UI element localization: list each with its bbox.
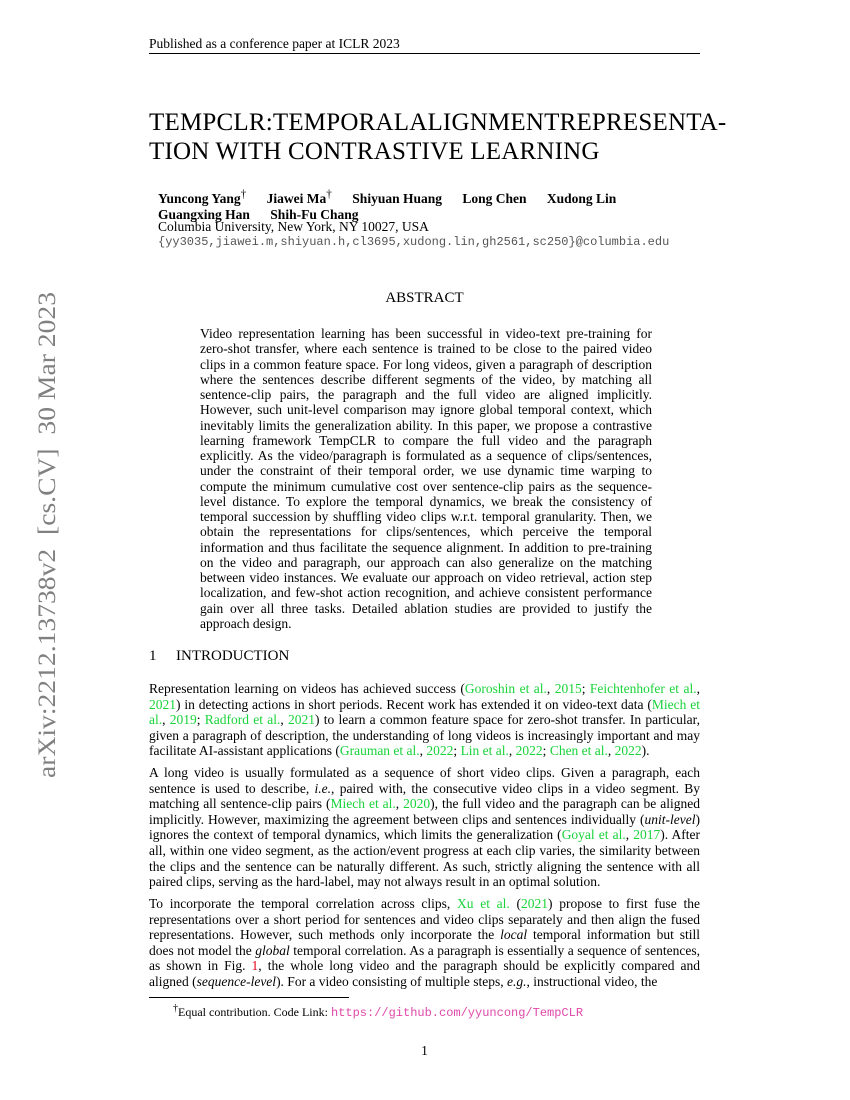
citation-link[interactable]: 2019 [169,712,197,728]
body-text: ). For a video consisting of multiple steps, [276,973,508,989]
author-name: Jiawei Ma [266,190,327,206]
emphasis-text: global [255,942,290,958]
author-row-1 [158,186,718,207]
intro-paragraph-3 [149,896,700,990]
body-text: ) propose to first fuse the representations over a short period for sentences and video clips separately and then align the fused representations. However, such methods only incorporate the [149,896,700,943]
paper-title [149,108,727,166]
body-text: ) ignores the context of temporal dynamics, which limits the generalization ( [149,811,700,843]
body-text: , [280,712,288,728]
body-text: temporal correlation. As a paragraph is essentially a sequence of sentences, as shown in Fig. [149,942,701,974]
citation-link[interactable]: Radford et al. [204,712,281,728]
title-word: TEMPCLR: [149,109,273,136]
body-text: , paired with, the consecutive video clips in a video segment. By matching all sentence-clip pairs ( [149,780,701,812]
section-title: INTRODUCTION [176,648,290,664]
body-text: ). [641,743,650,759]
author-emails: {yy3035,jiawei.m,shiyuan.h,cl3695,xudong.lin,gh2561,sc250}@columbia.edu [158,235,670,249]
equal-contribution-mark: † [240,188,247,200]
abstract-heading: ABSTRACT [385,290,464,306]
body-text: ; [196,712,205,728]
body-text: , [546,681,555,696]
intro-paragraph-1 [149,681,700,759]
emphasis-text: i.e. [314,780,332,796]
citation-link[interactable]: Xu et al. [457,896,510,911]
body-text: ; [581,681,590,696]
body-text: , [508,743,516,759]
body-text: Representation learning on videos has achieved success ( [149,681,465,696]
citation-link[interactable]: 2022 [426,743,454,759]
body-text: , instructional video, the [526,973,658,989]
citation-link[interactable]: 2017 [633,827,661,843]
emphasis-text: sequence-level [196,973,277,989]
arxiv-stamp-text: arXiv:2212.13738v2 [cs.CV] 30 Mar 2023 [32,328,61,778]
title-line-2: TION WITH CONTRASTIVE LEARNING [149,138,600,165]
citation-link[interactable]: Goroshin et al. [464,681,547,696]
citation-link[interactable]: 2021 [521,896,548,911]
emphasis-text: e.g. [507,973,527,989]
author-name: Shih-Fu Chang [270,206,359,222]
body-text: , [162,712,170,728]
body-text: , the whole long video and the paragraph should be explicitly compared and aligned ( [149,958,700,989]
equal-contribution-mark: † [326,188,332,200]
body-text: A long video is usually formulated as a sequence of short video clips. Given a paragraph, each sentence is used to describe, [149,765,700,796]
section-heading-introduction [149,648,289,664]
citation-link[interactable]: 2021 [149,696,176,712]
body-text: ) to learn a common feature space for zero-shot transfer. In particular, given a paragraph of description, the understanding of long videos is increasingly important and may facilitate AI-assistant applications ( [149,712,700,759]
body-text: temporal information but still does not model the [149,927,700,958]
body-text: ( [509,896,521,911]
title-line-1 [149,108,727,137]
running-header: Published as a conference paper at ICLR 2023 [149,36,700,54]
citation-link[interactable]: Feichtenhofer et al. [589,681,697,696]
title-word: REPRESENTA- [559,109,727,136]
title-word: TEMPORAL [272,109,410,136]
footnote-text: Equal contribution. Code Link: [178,1005,331,1019]
body-text: ; [542,743,550,759]
affiliation: Columbia University, New York, NY 10027, USA [158,219,429,234]
body-text: , [696,681,700,696]
citation-link[interactable]: 2015 [554,681,582,696]
author-name: Guangxing Han [158,206,250,222]
citation-link[interactable]: Lin et al. [460,743,509,759]
body-text: , [625,827,634,843]
figure-ref-link[interactable]: 1 [251,958,259,974]
body-text: To incorporate the temporal correlation across clips, [149,896,458,911]
title-word: ALIGNMENT [409,109,560,136]
abstract-text: Video representation learning has been successful in video-text pre-training for zero-shot transfer, where each sentence is trained to be close to the paired video clips in a common feature space. For long videos, given a paragraph of description where the sentences describe different segments of the video, by matching all sentence-clip pairs, the paragraph and the full video are aligned implicitly. However, such unit-level comparison may ignore global temporal context, which inevitably limits the generalization ability. In this paper, we propose a contrastive learning framework TempCLR to compare the full video and the paragraph explicitly. As the video/paragraph is formulated as a sequence of clips/sentences, under the constraint of their temporal order, we use dynamic time warping to compute the minimum cumulative cost over sentence-clip pairs as the sequence-level distance. To explore the temporal dynamics, we break the consistency of temporal succession by shuffling video clips w.r.t. temporal granularity. Then, we obtain the representations for clips/sentences, which perceive the temporal information and thus facilitate the sequence alignment. In addition to pre-training on the video and paragraph, our approach can also generalize on the matching between video instances. We evaluate our approach on video retrieval, action step localization, and few-shot action recognition, and achieve consistent performance gain over all three tasks. Detailed ablation studies are provided to justify the approach design. [200,326,652,631]
footnote-mark: † [173,1003,178,1014]
emphasis-text: unit-level [644,811,696,827]
author-name: Shiyuan Huang [352,190,442,206]
footnote-rule [149,997,349,998]
citation-link[interactable]: Miech et al. [149,696,700,728]
page-number: 1 [421,1043,428,1058]
body-text: ). After all, within one video segment, as the action/event progress at each clip varies, the similarity between the clips and the sentence can be naturally different. As such, strictly aligning the sentence with all paired clips, serving as the hard-label, may not always result in an optimal solution. [149,827,701,890]
author-name: Yuncong Yang [158,190,241,206]
citation-link[interactable]: 2022 [614,743,642,759]
citation-link[interactable]: 2022 [515,743,543,759]
author-name: Xudong Lin [546,190,617,206]
author-list [158,186,718,223]
footnote [149,1002,700,1020]
emphasis-text: local [500,927,528,943]
section-number: 1 [149,648,157,664]
citation-link[interactable]: Chen et al. [549,743,608,759]
citation-link[interactable]: 2021 [287,712,315,728]
citation-link[interactable]: Miech et al. [330,796,396,812]
body-text: , [395,796,404,812]
body-text: ) in detecting actions in short periods. Recent work has extended it on video-text data ( [176,696,652,712]
citation-link[interactable]: Grauman et al. [339,743,420,759]
body-text: ; [453,743,461,759]
citation-link[interactable]: Goyal et al. [561,827,626,843]
body-text: ), the full video and the paragraph can be aligned implicitly. However, maximizing the agreement between clips and sentences individually ( [149,796,700,827]
author-name: Long Chen [462,190,527,206]
intro-paragraph-2 [149,765,700,890]
citation-link[interactable]: 2020 [403,796,431,812]
code-link[interactable]: https://github.com/yyuncong/TempCLR [330,1006,584,1020]
arxiv-stamp [24,290,64,780]
body-text: , [607,743,615,759]
body-text: , [419,743,427,759]
